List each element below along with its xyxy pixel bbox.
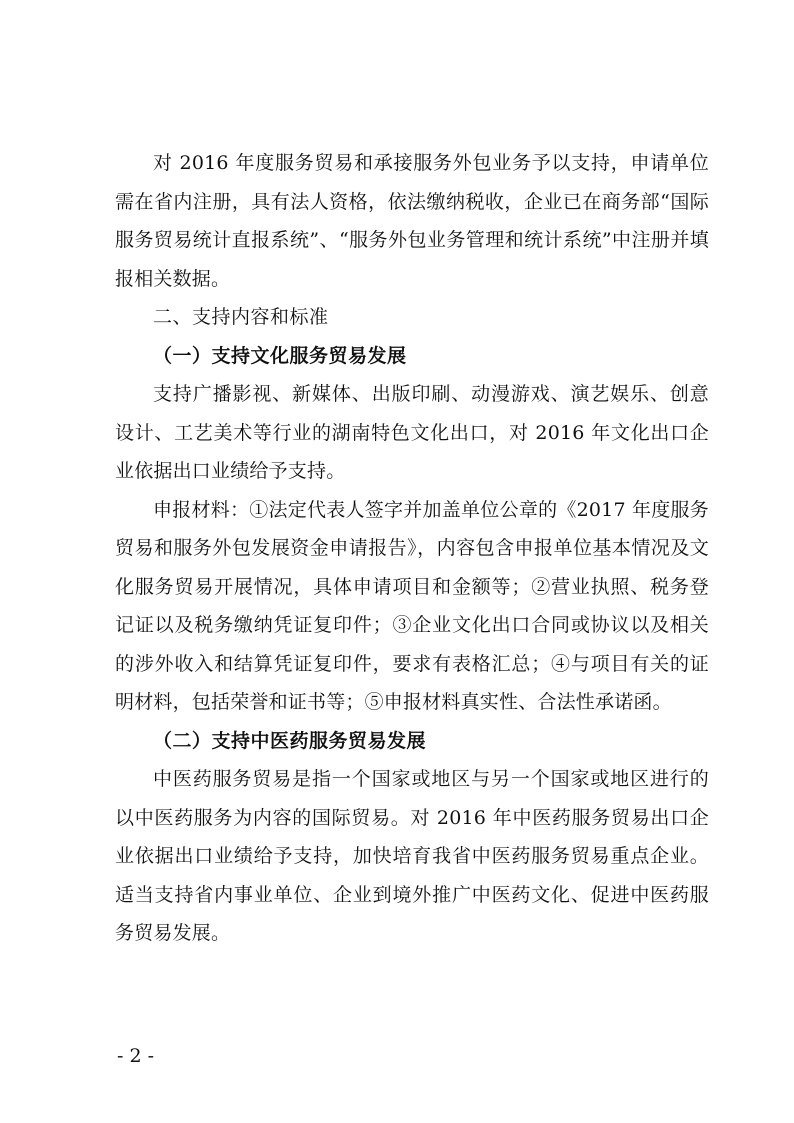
- page-number: - 2 -: [117, 1045, 155, 1067]
- section-heading-support-content: 二、支持内容和标准: [153, 306, 329, 328]
- subsection-heading-tcm-trade: （二）支持中医药服务贸易发展: [153, 729, 427, 752]
- document-body: [115, 144, 709, 953]
- paragraph-application-materials: 申报材料：①法定代表人签字并加盖单位公章的《2017 年度服务贸易和服务外包发展资金申请报告》，内容包含申报单位基本情况及文化服务贸易开展情况，具体申请项目和金额等；②营业执照、税务登记证以及税务缴纳凭证复印件；③企业文化出口合同或协议以及相关的涉外收入和结算凭证复印件，要求有表格汇总；④与项目有关的证明材料，包括荣誉和证书等；⑤申报材料真实性、合法性承诺函。: [115, 498, 709, 713]
- paragraph-tcm-trade-support: 中医药服务贸易是指一个国家或地区与另一个国家或地区进行的以中医药服务为内容的国际贸易。对 2016 年中医药服务贸易出口企业依据出口业绩给予支持，加快培育我省中医药服务贸易重点企业。适当支持省内事业单位、企业到境外推广中医药文化、促进中医药服务贸易发展。: [115, 768, 709, 944]
- paragraph-eligibility: 对 2016 年度服务贸易和承接服务外包业务予以支持，申请单位需在省内注册，具有法人资格，依法缴纳税收，企业已在商务部“国际服务贸易统计直报系统”、“服务外包业务管理和统计系统”中注册并填报相关数据。: [115, 152, 709, 290]
- subsection-heading-cultural-trade: （一）支持文化服务贸易发展: [153, 344, 407, 367]
- paragraph-cultural-trade-support: 支持广播影视、新媒体、出版印刷、动漫游戏、演艺娱乐、创意设计、工艺美术等行业的湖南特色文化出口，对 2016 年文化出口企业依据出口业绩给予支持。: [115, 383, 709, 482]
